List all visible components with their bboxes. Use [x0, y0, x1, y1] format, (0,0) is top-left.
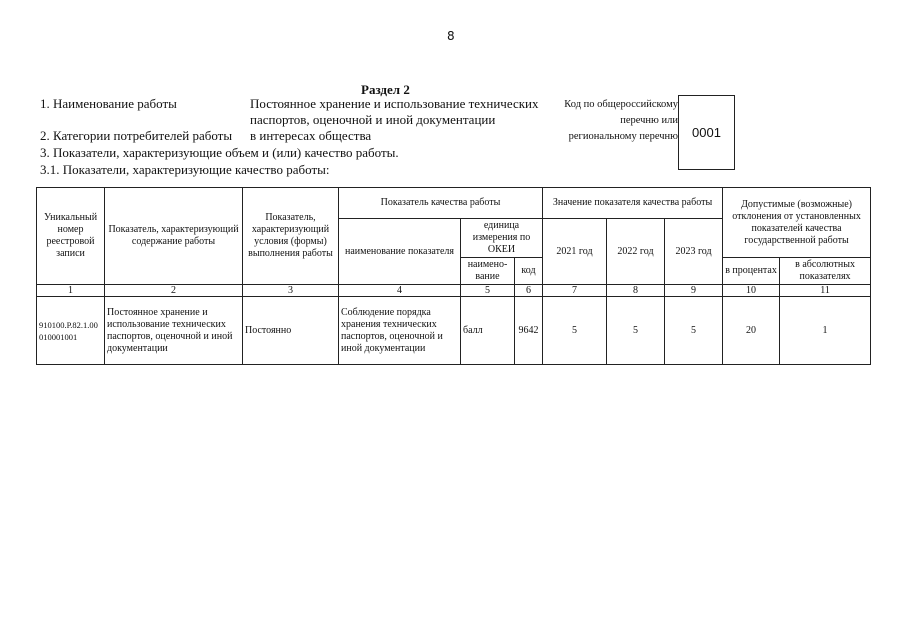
- column-number: 2: [105, 285, 243, 297]
- unit-code: 9642: [515, 297, 543, 365]
- header-2022: 2022 год: [607, 219, 665, 285]
- header-2023: 2023 год: [665, 219, 723, 285]
- header-absolute: в абсолютных показателях: [780, 258, 871, 285]
- section-title: Раздел 2: [361, 82, 410, 97]
- work-condition: Постоянно: [243, 297, 339, 365]
- consumers-label: 2. Категории потребителей работы: [40, 128, 233, 143]
- value-2021: 5: [543, 297, 607, 365]
- header-quality: Показатель качества работы: [339, 188, 543, 219]
- work-content: Постоянное хранение и использование технических паспортов, оценочной и иной документации: [105, 297, 243, 365]
- header-deviation: Допустимые (возможные) отклонения от установленных показателей качества государственной работы: [723, 188, 871, 258]
- header-conditions: Показатель, характеризующий условия (формы) выполнения работы: [243, 188, 339, 285]
- work-name-label: 1. Наименование работы: [40, 96, 177, 111]
- deviation-percent: 20: [723, 297, 780, 365]
- indicators-label: 3. Показатели, характеризующие объем и (или) качество работы.: [40, 145, 399, 160]
- code-label: [550, 97, 678, 145]
- work-name-value-line2: паспортов, оценочной и иной документации: [250, 112, 496, 127]
- column-number: 5: [461, 285, 515, 297]
- code-value: 0001: [692, 125, 721, 140]
- header-content: Показатель, характеризующий содержание работы: [105, 188, 243, 285]
- header-indicator-name: наименование показателя: [339, 219, 461, 285]
- page-number: 8: [447, 29, 455, 43]
- quality-table: [36, 187, 871, 365]
- consumers-value: в интересах общества: [250, 128, 372, 143]
- header-unique: Уникальный номер реестровой записи: [37, 188, 105, 285]
- code-label-line1: Код по общероссийскому: [564, 99, 678, 110]
- header-unit-code: код: [515, 258, 543, 285]
- column-number: 8: [607, 285, 665, 297]
- header-2021: 2021 год: [543, 219, 607, 285]
- header-unit: единица измерения по ОКЕИ: [461, 219, 543, 258]
- code-label-line2: перечню или: [620, 115, 678, 126]
- column-number: 7: [543, 285, 607, 297]
- table-row: [37, 297, 871, 365]
- unit-name: балл: [461, 297, 515, 365]
- registry-code: 910100.Р.82.1.00010001001: [37, 297, 105, 365]
- value-2023: 5: [665, 297, 723, 365]
- header-percent: в процентах: [723, 258, 780, 285]
- indicator-name: Соблюдение порядка хранения технических паспортов, оценочной и иной документации: [339, 297, 461, 365]
- header-value: Значение показателя качества работы: [543, 188, 723, 219]
- column-number: 6: [515, 285, 543, 297]
- column-number: 4: [339, 285, 461, 297]
- code-label-line3: региональному перечню: [568, 131, 678, 142]
- quality-label: 3.1. Показатели, характеризующие качество работы:: [40, 162, 330, 177]
- column-number: 3: [243, 285, 339, 297]
- deviation-absolute: 1: [780, 297, 871, 365]
- column-number: 11: [780, 285, 871, 297]
- column-number: 1: [37, 285, 105, 297]
- column-number: 10: [723, 285, 780, 297]
- value-2022: 5: [607, 297, 665, 365]
- column-number: 9: [665, 285, 723, 297]
- code-box: [678, 95, 735, 170]
- header-unit-name: наимено-вание: [461, 258, 515, 285]
- work-name-value-line1: Постоянное хранение и использование технических: [250, 96, 539, 111]
